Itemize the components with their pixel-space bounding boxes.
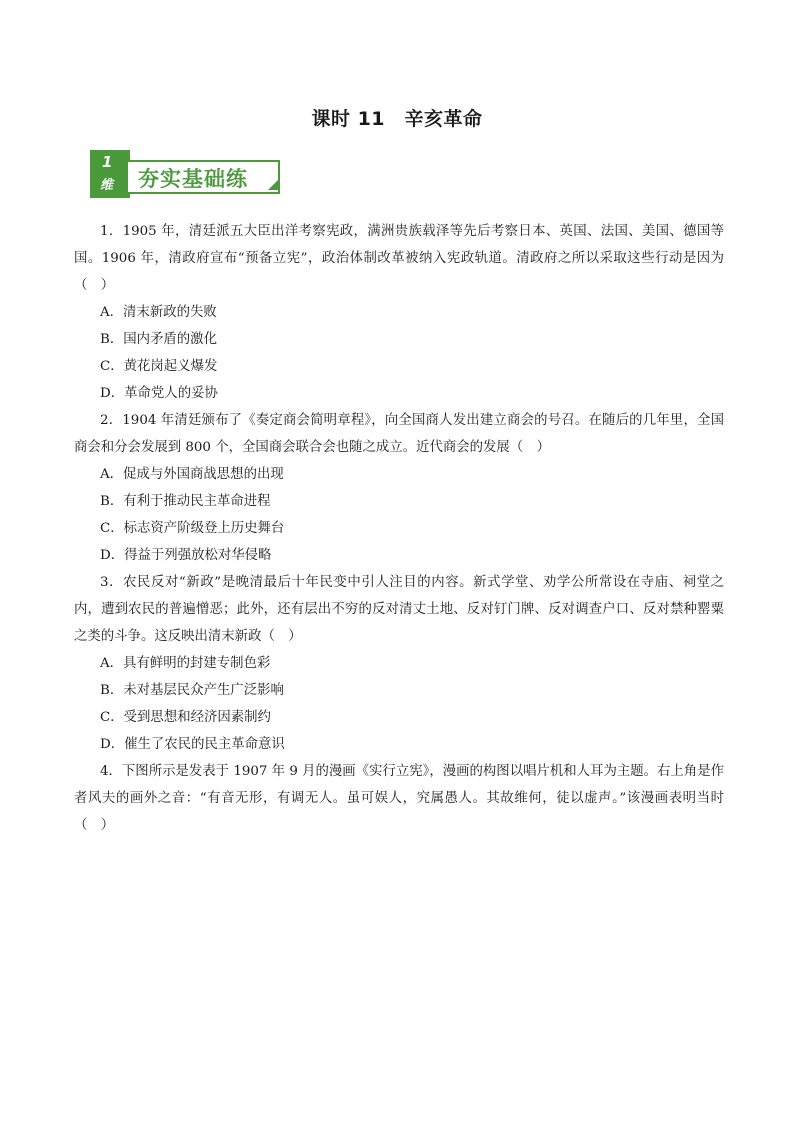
question-option: A．促成与外国商战思想的出现 <box>100 467 284 482</box>
question-stem: 1．1905 年，清廷派五大臣出洋考察宪政，满洲贵族载泽等先后考察日本、英国、法国、美国、德国等国。1906 年，清政府宣布“预备立宪”，政治体制改革被纳入宪政轨道。清政府之所以采取这些行动是因为（ ） <box>74 224 724 293</box>
question-option: D．催生了农民的民主革命意识 <box>100 737 285 752</box>
page-title: 课时 11 辛亥革命 <box>311 108 483 130</box>
question-option: D．革命党人的妥协 <box>100 386 218 401</box>
question-option: A．具有鲜明的封建专制色彩 <box>100 656 271 671</box>
question-option: B．国内矛盾的激化 <box>100 332 217 347</box>
question-list <box>74 218 724 839</box>
question-option: C．受到思想和经济因素制约 <box>100 710 271 725</box>
question-item <box>74 569 724 758</box>
section-label: 夯实基础练 <box>138 167 248 191</box>
question-stem: 4．下图所示是发表于 1907 年 9 月的漫画《实行立宪》，漫画的构图以唱片机和人耳为主题。右上角是作者风夫的画外之音：“有音无形，有调无人。虽可娱人，究属愚人。其故维何，徒以虚声。”该漫画表明当时（ ） <box>74 764 724 833</box>
question-stem: 3．农民反对“新政”是晚清最后十年民变中引人注目的内容。新式学堂、劝学公所常设在寺庙、祠堂之内，遭到农民的普遍憎恶；此外，还有层出不穷的反对清丈土地、反对钉门牌、反对调查户口、反对禁种罂粟之类的斗争。这反映出清末新政（ ） <box>74 575 724 644</box>
question-option: B．未对基层民众产生广泛影响 <box>100 683 284 698</box>
question-option: C．黄花岗起义爆发 <box>100 359 218 374</box>
section-label-box <box>128 160 280 194</box>
badge-corner-triangle <box>268 178 280 190</box>
section-unit: 维 <box>100 178 114 193</box>
question-item <box>74 218 724 407</box>
question-option: C．标志资产阶级登上历史舞台 <box>100 521 285 536</box>
question-item <box>74 407 724 569</box>
question-stem: 2．1904 年清廷颁布了《奏定商会简明章程》，向全国商人发出建立商会的号召。在随后的几年里，全国商会和分会发展到 800 个，全国商会联合会也随之成立。近代商会的发展（ ） <box>74 413 724 455</box>
question-item <box>74 758 724 839</box>
question-option: B．有利于推动民主革命进程 <box>100 494 271 509</box>
section-badge <box>90 150 290 200</box>
section-number-block <box>90 150 130 198</box>
question-option: A．清末新政的失败 <box>100 305 217 320</box>
section-number: 1 <box>102 153 113 171</box>
question-option: D．得益于列强放松对华侵略 <box>100 548 272 563</box>
